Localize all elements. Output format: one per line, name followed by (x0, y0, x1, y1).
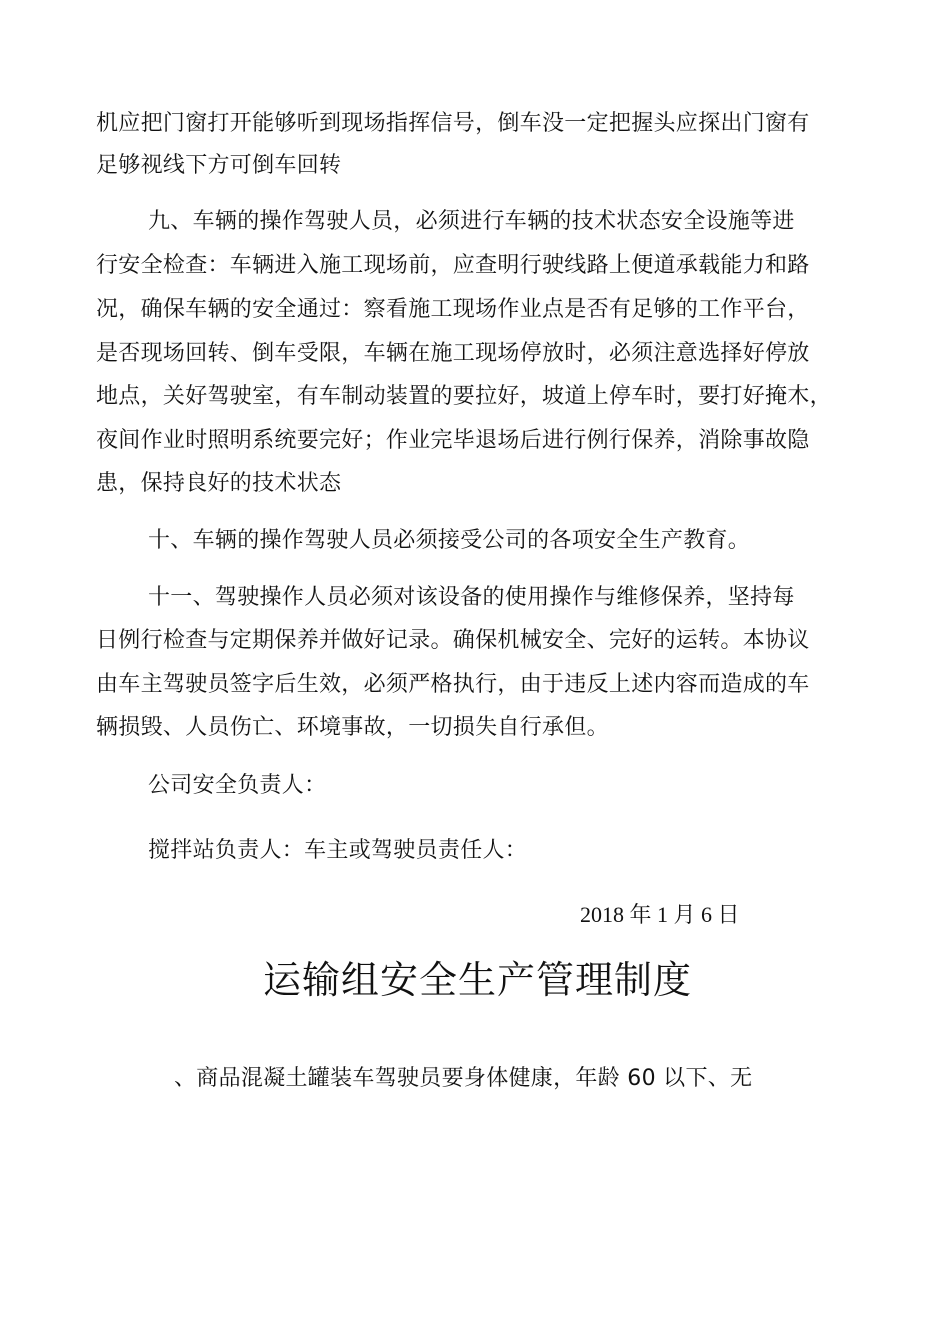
section-title: 运输组安全生产管理制度 (263, 958, 693, 1002)
text-line-3: 九、车辆的操作驾驶人员，必须进行车辆的技术状态安全设施等进 (148, 209, 795, 234)
text-line-12: 日例行检查与定期保养并做好记录。确保机械安全、完好的运转。本协议 (96, 628, 810, 653)
text-line-8: 夜间作业时照明系统要完好；作业完毕退场后进行例行保养，消除事故隐 (96, 428, 810, 453)
text-line-5: 况，确保车辆的安全通过：察看施工现场作业点是否有足够的工作平台， (96, 297, 810, 322)
text-line-last: 、商品混凝土罐装车驾驶员要身体健康，年龄 60 以下、无 (174, 1066, 753, 1091)
text-line-9: 患，保持良好的技术状态 (96, 471, 342, 496)
text-line-4: 行安全检查：车辆进入施工现场前，应查明行驶线路上便道承载能力和路 (96, 253, 810, 278)
company-safety-officer-label: 公司安全负责人： (148, 773, 327, 798)
text-line-7: 地点，关好驾驶室，有车制动装置的要拉好，坡道上停车时，要打好掩木， (96, 384, 832, 409)
text-line-11: 十一、驾驶操作人员必须对该设备的使用操作与维修保养，坚持每 (148, 585, 795, 610)
text-line-6: 是否现场回转、倒车受限，车辆在施工现场停放时，必须注意选择好停放 (96, 341, 810, 366)
text-line-1: 机应把门窗打开能够听到现场指挥信号，倒车没一定把握头应探出门窗有 (96, 111, 810, 136)
text-line-14: 辆损毁、人员伤亡、环境事故，一切损失自行承但。 (96, 715, 609, 740)
station-responsible-label: 搅拌站负责人：车主或驾驶员责任人： (148, 838, 528, 863)
document-date: 2018 年 1 月 6 日 (580, 902, 740, 927)
text-line-2: 足够视线下方可倒车回转 (96, 153, 342, 178)
text-line-10: 十、车辆的操作驾驶人员必须接受公司的各项安全生产教育。 (148, 528, 751, 553)
text-line-13: 由车主驾驶员签字后生效，必须严格执行，由于违反上述内容而造成的车 (96, 672, 810, 697)
